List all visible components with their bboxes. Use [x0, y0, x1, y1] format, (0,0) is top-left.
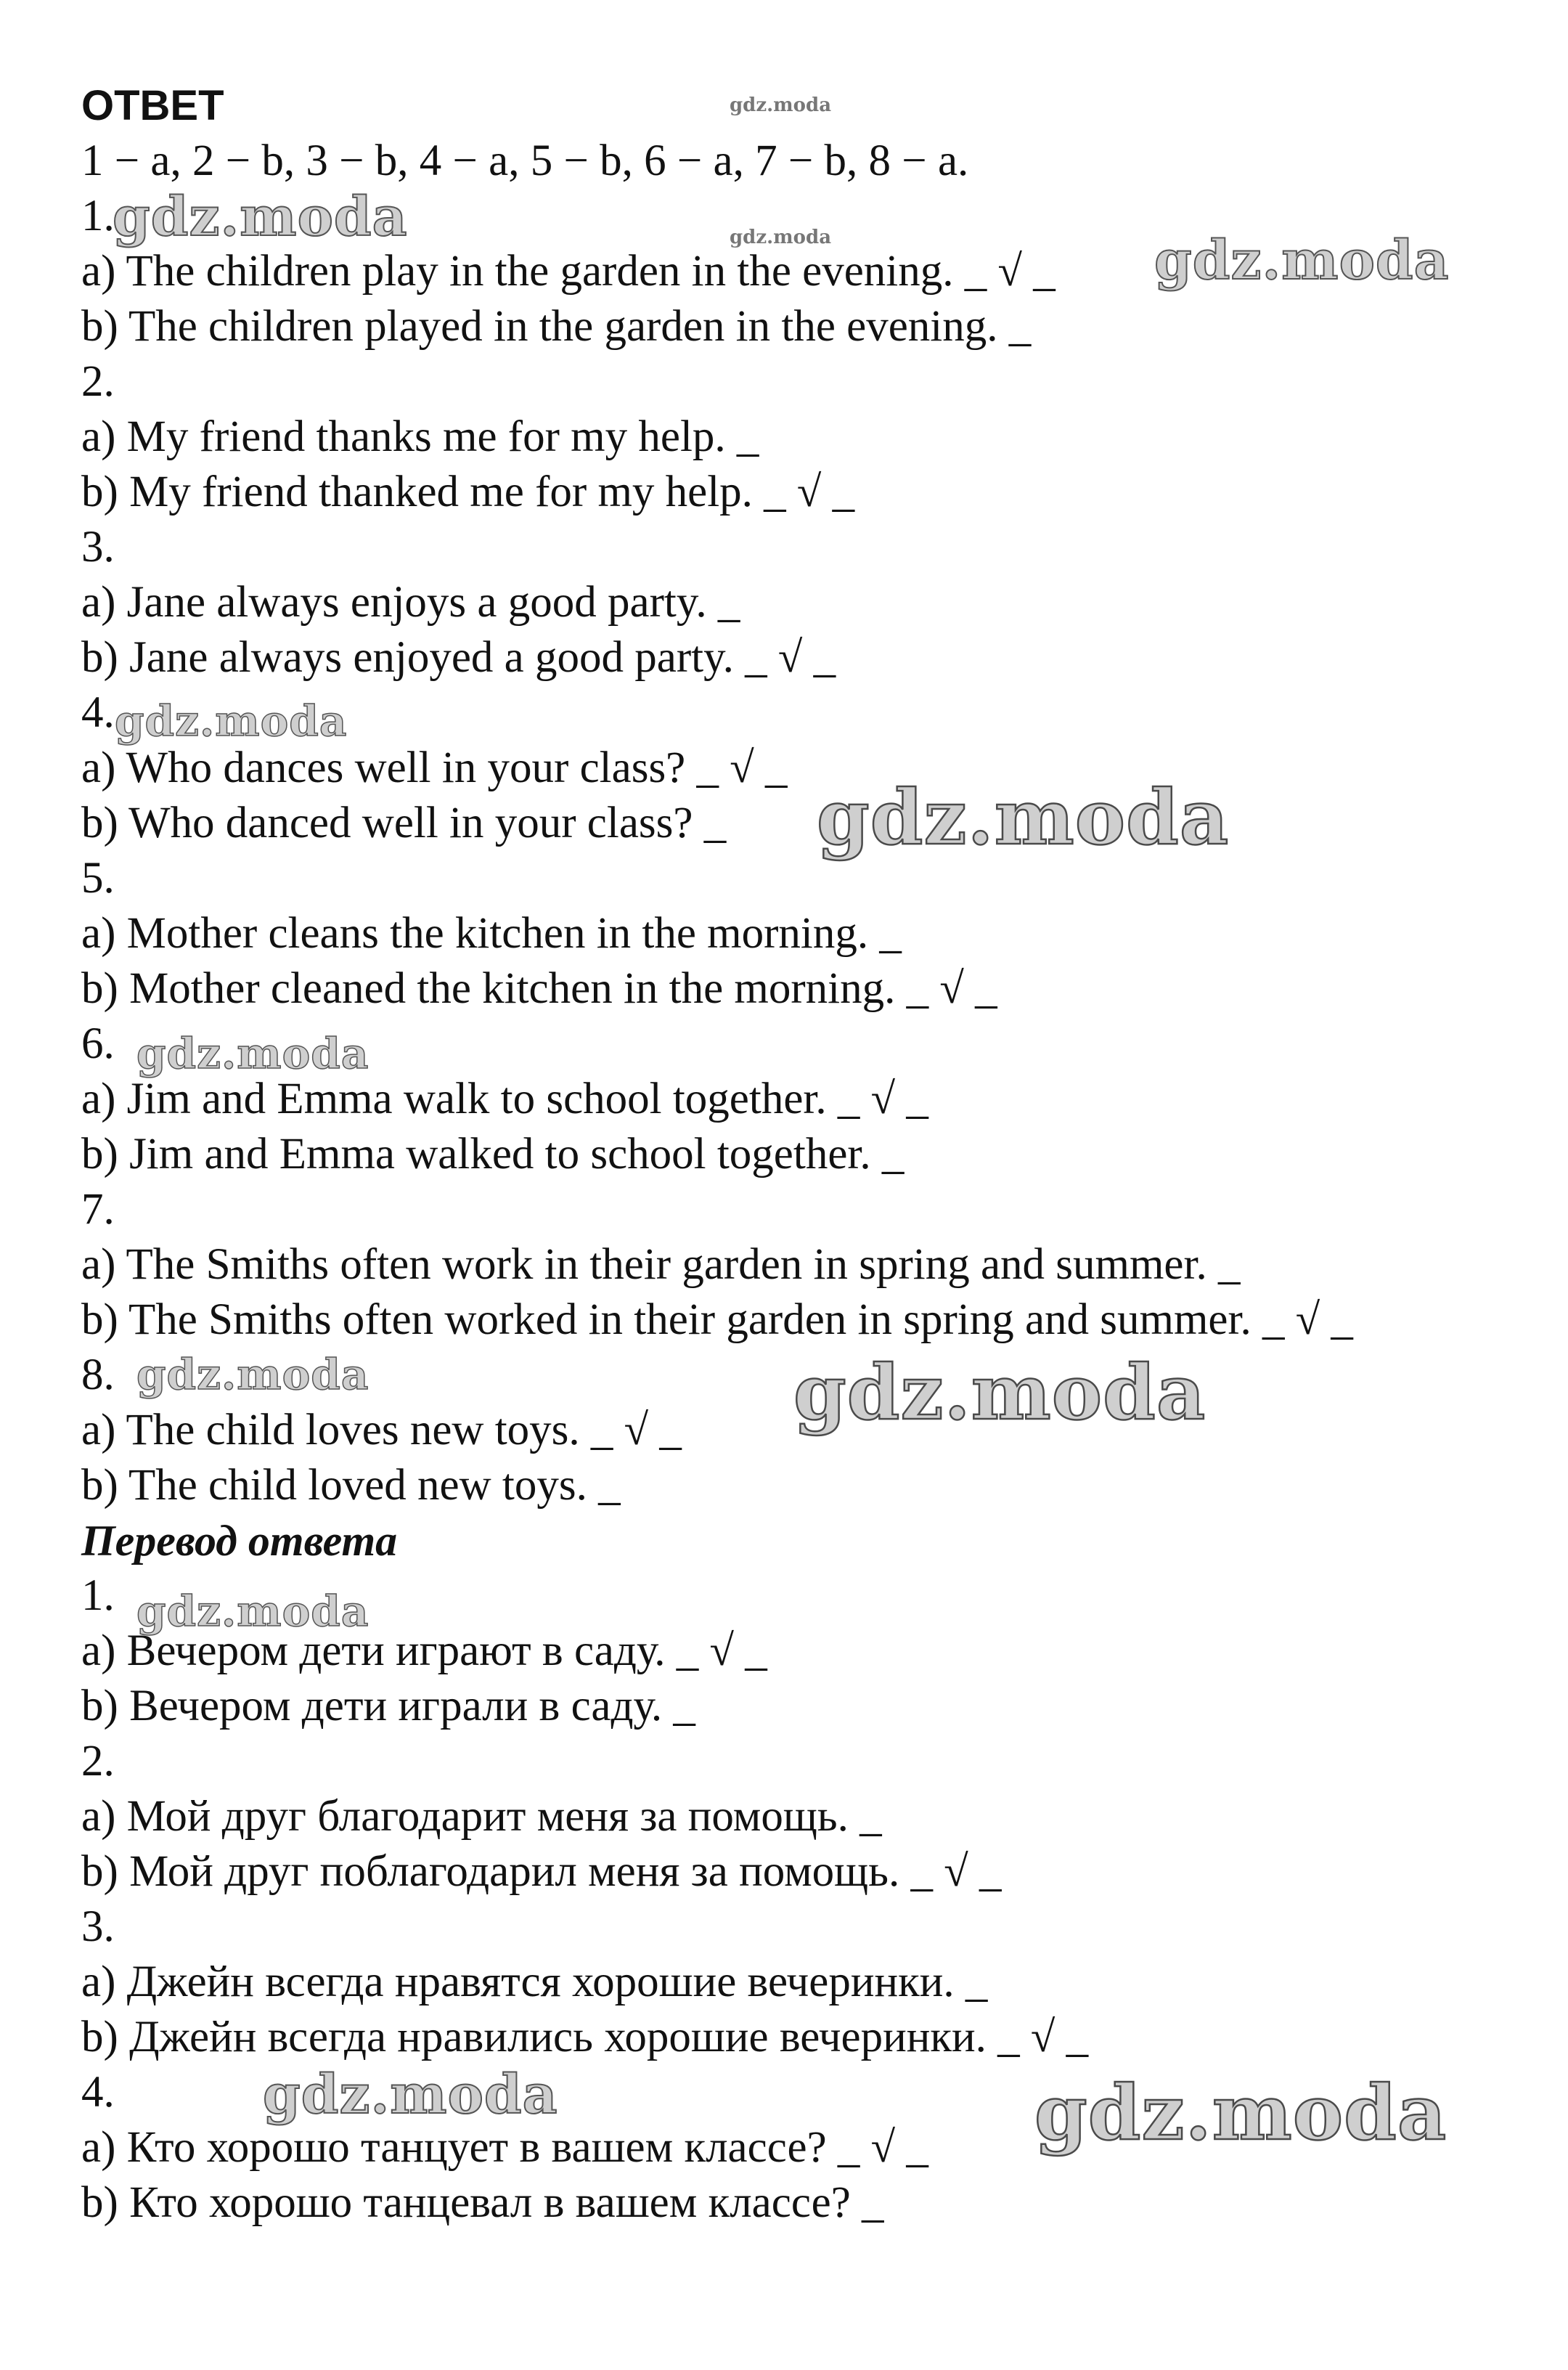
item-number: 1.: [81, 192, 115, 240]
watermark: gdz.moda: [263, 2064, 558, 2126]
item-number: 4.: [81, 688, 115, 737]
watermark: gdz.moda: [730, 227, 832, 248]
item-number: 8.: [81, 1351, 115, 1399]
watermark: gdz.moda: [113, 186, 408, 248]
option-a: a) The child loves new toys. _ √ _: [81, 1406, 682, 1454]
option-a: a) Джейн всегда нравятся хорошие вечеринки. _: [81, 1958, 988, 2006]
option-a: a) The Smiths often work in their garden in spring and summer. _: [81, 1240, 1241, 1289]
option-a: a) Jim and Emma walk to school together. _ √ _: [81, 1075, 928, 1123]
watermark: gdz.moda: [115, 696, 348, 746]
item-number: 6.: [81, 1019, 115, 1068]
watermark: gdz.moda: [817, 773, 1230, 862]
option-a: a) The children play in the garden in the evening. _ √ _: [81, 247, 1055, 296]
option-b: b) Jim and Emma walked to school together. _: [81, 1130, 905, 1178]
option-b: b) Джейн всегда нравились хорошие вечеринки. _ √ _: [81, 2013, 1089, 2061]
answer-key-line: 1 − a, 2 − b, 3 − b, 4 − a, 5 − b, 6 − a, 7 − b, 8 − a.: [81, 137, 969, 185]
item-number: 3.: [81, 1902, 115, 1951]
watermark: gdz.moda: [136, 1029, 369, 1078]
watermark: gdz.moda: [1034, 2068, 1447, 2157]
item-number: 4.: [81, 2068, 115, 2117]
option-b: b) The child loved new toys. _: [81, 1461, 621, 1510]
option-a: a) Jane always enjoys a good party. _: [81, 578, 740, 627]
option-b: b) Вечером дети играли в саду. _: [81, 1682, 695, 1730]
option-b: b) Mother cleaned the kitchen in the morning. _ √ _: [81, 964, 997, 1013]
watermark: gdz.moda: [793, 1348, 1206, 1437]
item-number: 2.: [81, 1737, 115, 1785]
option-b: b) The children played in the garden in the evening. _: [81, 302, 1032, 351]
option-b: b) The Smiths often worked in their garden in spring and summer. _ √ _: [81, 1295, 1353, 1344]
option-a: a) Вечером дети играют в саду. _ √ _: [81, 1626, 767, 1675]
watermark: gdz.moda: [730, 94, 832, 116]
item-number: 1.: [81, 1571, 115, 1620]
option-a: a) My friend thanks me for my help. _: [81, 412, 759, 461]
item-number: 3.: [81, 523, 115, 571]
watermark: gdz.moda: [1154, 229, 1450, 292]
item-number: 2.: [81, 357, 115, 406]
watermark: gdz.moda: [136, 1350, 369, 1399]
option-b: b) Мой друг поблагодарил меня за помощь. _ √ _: [81, 1847, 1002, 1896]
answer-heading: ОТВЕТ: [81, 82, 224, 129]
item-number: 5.: [81, 854, 115, 903]
option-a: a) Mother cleans the kitchen in the morning. _: [81, 909, 902, 958]
item-number: 7.: [81, 1185, 115, 1234]
option-a: a) Who dances well in your class? _ √ _: [81, 744, 788, 792]
option-b: b) Кто хорошо танцевал в вашем классе? _: [81, 2178, 884, 2227]
option-b: b) My friend thanked me for my help. _ √ _: [81, 468, 855, 516]
option-b: b) Who danced well in your class? _: [81, 799, 727, 847]
option-a: a) Кто хорошо танцует в вашем классе? _ √ _: [81, 2123, 928, 2172]
watermark: gdz.moda: [136, 1587, 369, 1636]
option-a: a) Мой друг благодарит меня за помощь. _: [81, 1792, 882, 1841]
translation-heading: Перевод ответа: [81, 1517, 398, 1565]
option-b: b) Jane always enjoyed a good party. _ √ _: [81, 633, 836, 682]
